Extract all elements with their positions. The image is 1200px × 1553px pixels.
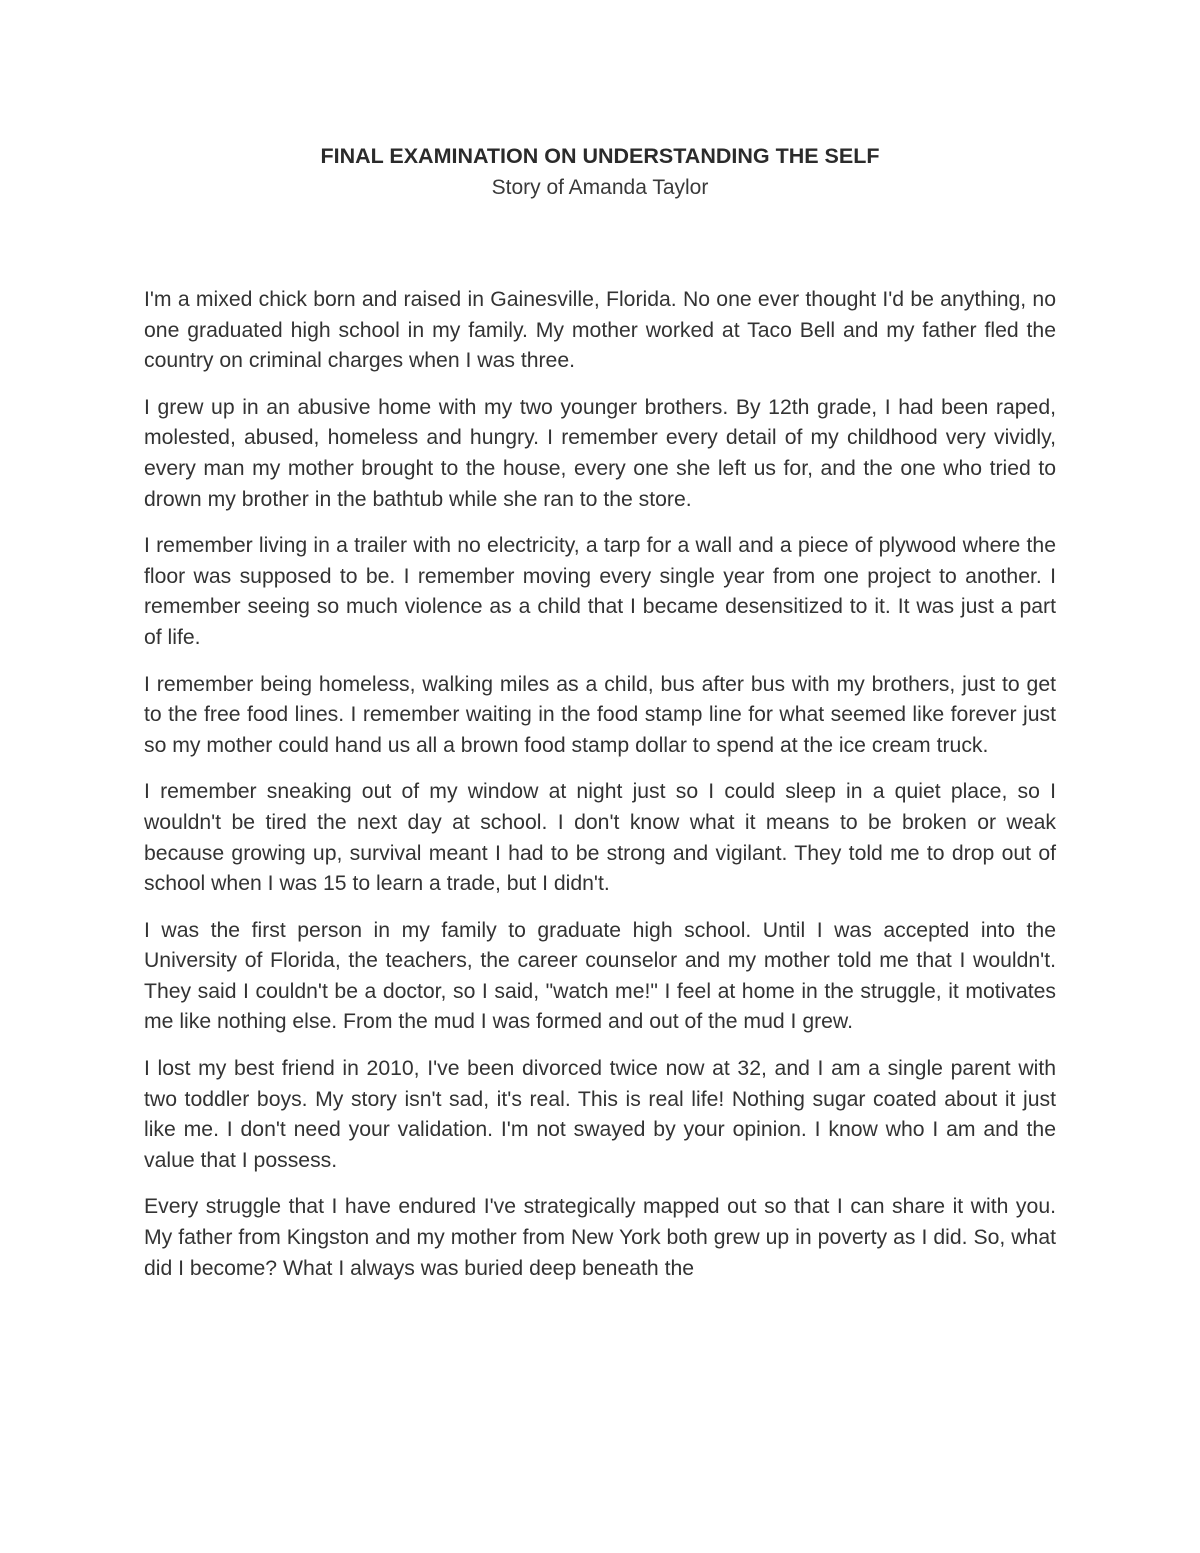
paragraph: I remember sneaking out of my window at night just so I could sleep in a quiet place, so I wouldn't be tired the next day at school. I don't know what it means to be broken or weak because growing up, survival meant I had to be strong and vigilant. They told me to drop out of school when I was 15 to learn a trade, but I didn't. [144,780,1056,896]
paragraph: I was the first person in my family to graduate high school. Until I was accepted into the University of Florida, the teachers, the career counselor and my mother told me that I wouldn't. They said I couldn't be a doctor, so I said, "watch me!" I feel at home in the struggle, it motivates me like nothing else. From the mud I was formed and out of the mud I grew. [144,918,1056,1034]
paragraph: I'm a mixed chick born and raised in Gainesville, Florida. No one ever thought I'd be anything, no one graduated high school in my family. My mother worked at Taco Bell and my father fled the country on criminal charges when I was three. [144,288,1056,373]
paragraph: Every struggle that I have endured I've strategically mapped out so that I can share it with you. My father from Kingston and my mother from New York both grew up in poverty as I did. So, what did I become? What I always was buried deep beneath the [144,1195,1056,1280]
paragraph: I remember living in a trailer with no electricity, a tarp for a wall and a piece of plywood where the floor was supposed to be. I remember moving every single year from one project to another. I remember seeing so much violence as a child that I became desensitized to it. It was just a part of life. [144,534,1056,649]
document-subtitle: Story of Amanda Taylor [491,176,709,199]
paragraph: I grew up in an abusive home with my two younger brothers. By 12th grade, I had been raped, molested, abused, homeless and hungry. I remember every detail of my childhood very vividly, every man my mother brought to the house, every one she left us for, and the one who tried to drown my brother in the bathtub while she ran to the store. [144,395,1056,511]
paragraph: I remember being homeless, walking miles as a child, bus after bus with my brothers, just to get to the free food lines. I remember waiting in the food stamp line for what seemed like forever just so my mother could hand us all a brown food stamp dollar to spend at the ice cream truck. [144,672,1056,757]
paragraph: I lost my best friend in 2010, I've been divorced twice now at 32, and I am a single parent with two toddler boys. My story isn't sad, it's real. This is real life! Nothing sugar coated about it just like me. I don't need your validation. I'm not swayed by your opinion. I know who I am and the value that I possess. [144,1057,1056,1172]
document-title: FINAL EXAMINATION ON UNDERSTANDING THE SELF [320,144,880,168]
document-body [144,285,1056,1284]
